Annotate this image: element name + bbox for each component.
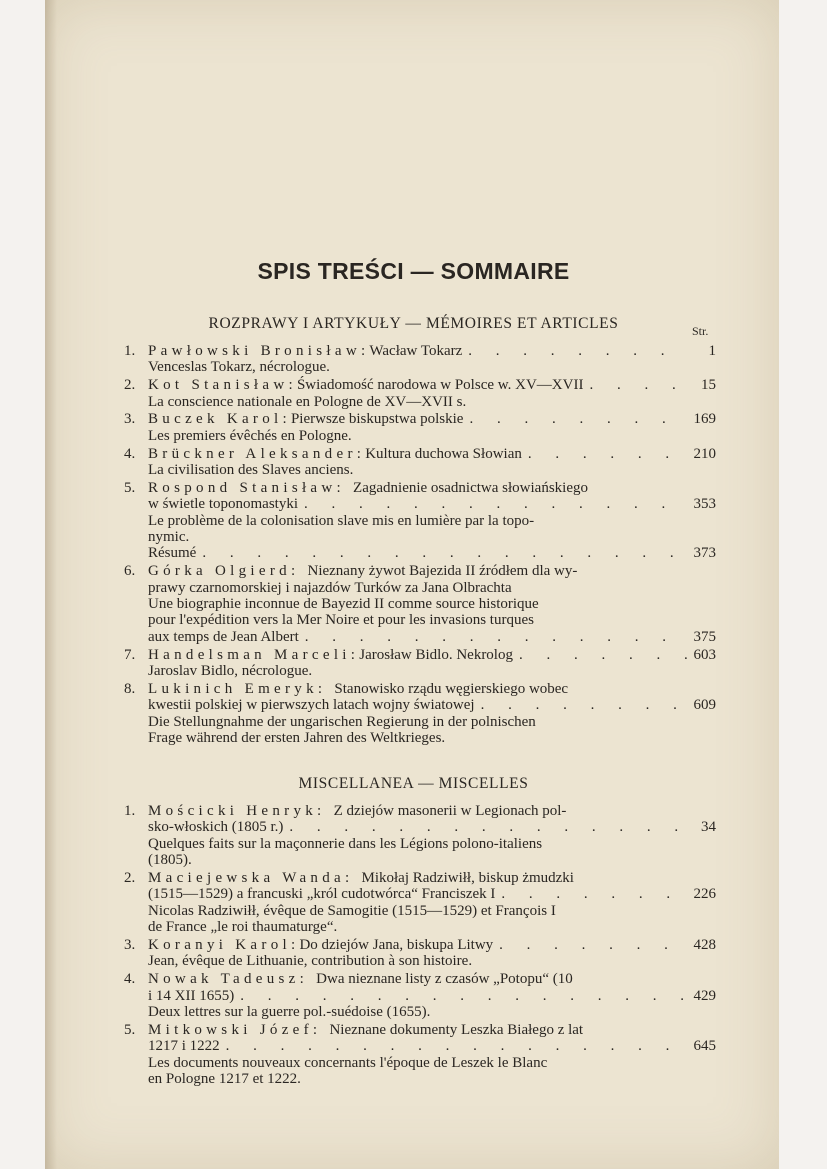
entry-text: nymic. <box>148 529 190 545</box>
entry-text: Les documents nouveaux concernants l'époque de Leszek le Blanc <box>148 1054 548 1071</box>
entry-number: 8. <box>124 680 136 697</box>
entry-translation <box>0 1004 827 1020</box>
entry-translation <box>0 919 827 935</box>
entry-number: 1. <box>124 343 136 359</box>
entry-title: Pierwsze biskupstwa polskie <box>290 411 464 428</box>
toc-line <box>0 937 827 953</box>
entry-heading <box>148 803 566 819</box>
toc-line <box>0 819 827 835</box>
section-heading-articles: ROZPRAWY I ARTYKUŁY — MÉMOIRES ET ARTICLES <box>208 315 619 332</box>
dot-leader <box>463 411 688 427</box>
entry-translation <box>0 714 827 730</box>
entry-author: Brückner Aleksander: <box>148 445 366 462</box>
entry-number: 3. <box>124 411 136 428</box>
toc-line <box>0 563 827 579</box>
dot-leader <box>522 446 688 462</box>
entry-translation <box>0 852 827 868</box>
entry-title: Kultura duchowa Słowian <box>365 445 522 462</box>
dot-leader <box>462 343 688 359</box>
toc-line <box>0 377 827 393</box>
entry-text: Jaroslav Bidlo, nécrologue. <box>148 663 313 679</box>
entry-heading <box>148 563 577 579</box>
entry-author: Mościcki Henryk: <box>148 803 334 819</box>
entry-translation <box>0 529 827 545</box>
toc-line <box>0 697 827 713</box>
entry-number: 5. <box>124 479 136 496</box>
entry-title: Świadomość narodowa w Polsce w. XV—XVII <box>296 377 584 394</box>
entry-number: 1. <box>124 803 136 819</box>
entry-number: 2. <box>124 377 136 394</box>
entry-text: de France „le roi thaumaturge“. <box>148 919 338 936</box>
entry-translation <box>0 663 827 679</box>
toc-leader-line <box>148 377 688 393</box>
dot-leader <box>583 377 688 393</box>
dot-leader <box>513 647 688 663</box>
page-number: 603 <box>693 646 716 663</box>
entry-author: Górka Olgierd: <box>148 563 308 580</box>
entry-title: kwestii polskiej w pierwszych latach wojny światowej <box>148 697 475 714</box>
entry-text: Une biographie inconnue de Bayezid II comme source historique <box>148 596 539 612</box>
entry-text: La civilisation des Slaves anciens. <box>148 462 354 478</box>
entry-author: Lukinich Emeryk: <box>148 680 335 697</box>
entry-title-polish: Zagadnienie osadnictwa słowiańskiego <box>353 479 588 496</box>
entry-text: Le problème de la colonisation slave mis en lumière par la topo- <box>148 512 535 529</box>
page-number: 169 <box>693 411 716 428</box>
dot-leader <box>299 629 688 645</box>
toc-line <box>0 1038 827 1054</box>
entry-number: 3. <box>124 937 136 953</box>
toc-leader-line <box>148 886 688 902</box>
entry-translation <box>0 428 827 444</box>
entry-translation <box>0 513 827 529</box>
dot-leader <box>283 819 688 835</box>
entry-translation <box>0 612 827 628</box>
entry-text: pour l'expédition vers la Mer Noire et pour les invasions turques <box>148 612 534 629</box>
page-title: SPIS TREŚCI — SOMMAIRE <box>257 258 570 284</box>
toc-line <box>0 971 827 987</box>
entry-translation <box>0 953 827 969</box>
entry-text: Deux lettres sur la guerre pol.-suédoise (1655). <box>148 1004 431 1020</box>
toc-line <box>0 446 827 462</box>
entry-translation <box>0 462 827 478</box>
page-column-label: Str. <box>692 324 709 338</box>
entry-text: prawy czarnomorskiej i najazdów Turków za Jana Olbrachta <box>148 579 512 596</box>
entry-translation <box>0 596 827 612</box>
page-number: 1 <box>708 343 716 359</box>
entry-title-polish: Stanowisko rządu węgierskiego wobec <box>334 680 569 697</box>
toc-line <box>0 545 827 561</box>
entry-title: aux temps de Jean Albert <box>148 628 299 645</box>
toc-leader-line <box>148 496 688 512</box>
page-number: 15 <box>701 377 716 394</box>
toc-leader-line <box>148 988 688 1004</box>
entry-author: Nowak Tadeusz: <box>148 971 317 988</box>
page-number: 210 <box>693 445 716 462</box>
page-number: 373 <box>693 545 716 562</box>
toc-leader-line <box>148 545 688 561</box>
entry-title-polish: Nieznane dokumenty Leszka Białego z lat <box>329 1021 584 1038</box>
entry-author: Koranyi Karol: <box>148 937 300 953</box>
entry-text: en Pologne 1217 et 1222. <box>148 1071 301 1087</box>
entry-translation <box>0 394 827 410</box>
entry-text: Nicolas Radziwiłł, évêque de Samogitie (1515—1529) et François I <box>148 902 556 919</box>
entry-heading <box>148 971 573 987</box>
entry-author: Buczek Karol: <box>148 411 291 428</box>
entry-title: w świetle toponomastyki <box>148 496 298 513</box>
entry-number: 6. <box>124 563 136 580</box>
entry-text: (1805). <box>148 852 192 869</box>
page-number: 353 <box>693 496 716 513</box>
toc-leader-line <box>148 819 688 835</box>
toc-line <box>0 343 827 359</box>
toc-line <box>0 480 827 496</box>
entry-translation <box>0 1071 827 1087</box>
page-number: 34 <box>701 819 716 836</box>
toc-line <box>0 886 827 902</box>
toc-line <box>0 496 827 512</box>
page-number: 375 <box>693 628 716 645</box>
toc-line <box>0 803 827 819</box>
entry-author: Handelsman Marceli: <box>148 646 360 663</box>
dot-leader <box>220 1038 688 1054</box>
entry-title: Wacław Tokarz <box>369 343 463 359</box>
dot-leader <box>495 886 688 902</box>
page-number: 609 <box>693 697 716 714</box>
entry-title-polish: Z dziejów masonerii w Legionach pol- <box>333 803 567 819</box>
entry-translation <box>0 359 827 375</box>
entry-title: sko-włoskich (1805 r.) <box>148 819 284 836</box>
page-number: 645 <box>693 1038 716 1055</box>
page-number: 428 <box>693 937 716 953</box>
entry-text: Quelques faits sur la maçonnerie dans les Légions polono-italiens <box>148 835 543 852</box>
toc-leader-line <box>148 446 688 462</box>
entry-text: Les premiers évêchés en Pologne. <box>148 427 352 444</box>
entry-title-polish: Mikołaj Radziwiłł, biskup żmudzki <box>361 870 574 886</box>
toc-leader-line <box>148 1038 688 1054</box>
toc-line <box>0 681 827 697</box>
toc-leader-line <box>148 343 688 359</box>
dot-leader <box>196 545 688 561</box>
entry-author: Kot Stanisław: <box>148 377 297 394</box>
dot-leader <box>298 496 688 512</box>
toc-line <box>0 1022 827 1038</box>
entry-title-polish: Dwa nieznane listy z czasów „Potopu“ (10 <box>316 971 573 988</box>
toc-line <box>0 411 827 427</box>
entry-title: Résumé <box>148 545 197 562</box>
entry-title: i 14 XII 1655) <box>148 987 235 1004</box>
entry-text: Jean, évêque de Lithuanie, contribution à son histoire. <box>148 953 473 970</box>
entry-translation <box>0 903 827 919</box>
entry-heading <box>148 1022 583 1038</box>
entry-author: Mitkowski Józef: <box>148 1021 330 1038</box>
toc-leader-line <box>148 411 688 427</box>
entry-translation <box>0 730 827 746</box>
toc-line <box>0 629 827 645</box>
entry-text: La conscience nationale en Pologne de XV—XVII s. <box>148 393 467 410</box>
entry-title-polish-cont <box>0 580 827 596</box>
entry-text: Die Stellungnahme der ungarischen Regierung in der polnischen <box>148 713 536 730</box>
entry-title: Jarosław Bidlo. Nekrolog <box>359 646 513 663</box>
page-number: 226 <box>693 886 716 903</box>
page-number: 429 <box>693 987 716 1004</box>
entry-heading <box>148 681 568 697</box>
toc-line <box>0 988 827 1004</box>
entry-title-polish: Nieznany żywot Bajezida II źródłem dla wy- <box>307 563 578 580</box>
entry-title: Do dziejów Jana, biskupa Litwy <box>299 937 494 953</box>
toc-line <box>0 647 827 663</box>
dot-leader <box>493 937 688 953</box>
entry-number: 4. <box>124 445 136 462</box>
toc-line <box>0 870 827 886</box>
entry-heading <box>148 870 574 886</box>
toc-leader-line <box>148 697 688 713</box>
entry-author: Rospond Stanisław: <box>148 479 354 496</box>
entry-translation <box>0 1055 827 1071</box>
toc-leader-line <box>148 629 688 645</box>
entry-text: Frage während der ersten Jahren des Weltkrieges. <box>148 730 446 746</box>
entry-number: 4. <box>124 971 136 988</box>
entry-title: (1515—1529) a francuski „król cudotwórca“ Franciszek I <box>148 886 496 903</box>
entry-heading <box>148 480 588 496</box>
entry-author: Maciejewska Wanda: <box>148 870 362 886</box>
entry-author: Pawłowski Bronisław: <box>148 343 370 359</box>
entry-title: 1217 i 1222 <box>148 1038 220 1055</box>
entry-number: 5. <box>124 1021 136 1038</box>
section-heading-miscellanea: MISCELLANEA — MISCELLES <box>298 775 529 792</box>
entry-text: Venceslas Tokarz, nécrologue. <box>148 359 330 376</box>
entry-number: 7. <box>124 646 136 663</box>
dot-leader <box>234 988 688 1004</box>
entry-translation <box>0 836 827 852</box>
toc-leader-line <box>148 937 688 953</box>
entry-number: 2. <box>124 870 136 886</box>
dot-leader <box>475 697 688 713</box>
toc-leader-line <box>148 647 688 663</box>
